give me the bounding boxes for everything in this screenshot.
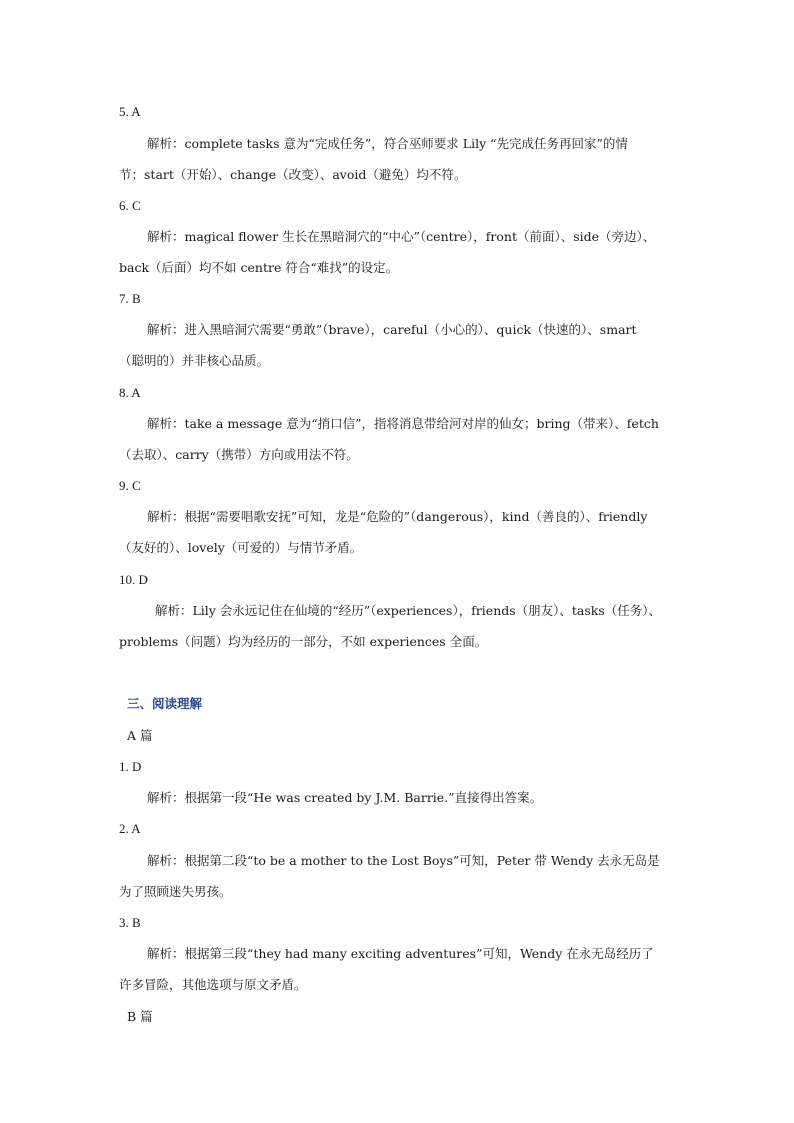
answer-number: 10. D	[119, 572, 148, 587]
part-heading: A 篇	[127, 728, 153, 743]
explanation-line: 解析：take a message 意为“捎口信”，指将消息带给河对岸的仙女；bring（带来）、fetch	[147, 416, 659, 431]
part-heading: B 篇	[127, 1009, 153, 1024]
explanation-line: 解析：根据第三段“they had many exciting adventures”可知，Wendy 在永无岛经历了	[147, 946, 654, 961]
explanation-line: 节；start（开始）、change（改变）、avoid（避免）均不符。	[119, 167, 467, 182]
explanation-line: 解析：complete tasks 意为“完成任务”，符合巫师要求 Lily “先完成任务再回家”的情	[147, 136, 628, 151]
answer-number: 1. D	[119, 759, 142, 774]
answer-number: 8. A	[119, 385, 141, 400]
answer-number: 7. B	[119, 291, 141, 306]
section-heading: 三、阅读理解	[127, 696, 203, 711]
explanation-line: 解析：magical flower 生长在黑暗洞穴的“中心”（centre），front（前面）、side（旁边）、	[147, 229, 656, 244]
explanation-line: 解析：进入黑暗洞穴需要“勇敢”（brave），careful（小心的）、quick（快速的）、smart	[147, 322, 637, 337]
explanation-line: 解析：根据第一段“He was created by J.M. Barrie.”直接得出答案。	[147, 790, 543, 805]
explanation-line: 为了照顾迷失男孩。	[119, 884, 232, 899]
explanation-line: （友好的）、lovely（可爱的）与情节矛盾。	[119, 540, 363, 555]
explanation-line: 许多冒险，其他选项与原文矛盾。	[119, 977, 307, 992]
answer-number: 9. C	[119, 478, 141, 493]
explanation-line: back（后面）均不如 centre 符合“难找”的设定。	[119, 260, 399, 275]
answer-number: 3. B	[119, 915, 141, 930]
explanation-line: （去取）、carry（携带）方向或用法不符。	[119, 447, 359, 462]
answer-number: 2. A	[119, 821, 141, 836]
explanation-line: problems（问题）均为经历的一部分，不如 experiences 全面。	[119, 634, 488, 649]
answer-number: 5. A	[119, 104, 141, 119]
answer-number: 6. C	[119, 198, 141, 213]
explanation-line: 解析：根据第二段“to be a mother to the Lost Boys”可知，Peter 带 Wendy 去永无岛是	[147, 853, 660, 868]
explanation-line: 解析：Lily 会永远记住在仙境的“经历”（experiences），friends（朋友）、tasks（任务）、	[155, 603, 662, 618]
explanation-line: （聪明的）并非核心品质。	[119, 353, 270, 368]
explanation-line: 解析：根据“需要唱歌安抚”可知，龙是“危险的”（dangerous），kind（善良的）、friendly	[147, 509, 648, 524]
